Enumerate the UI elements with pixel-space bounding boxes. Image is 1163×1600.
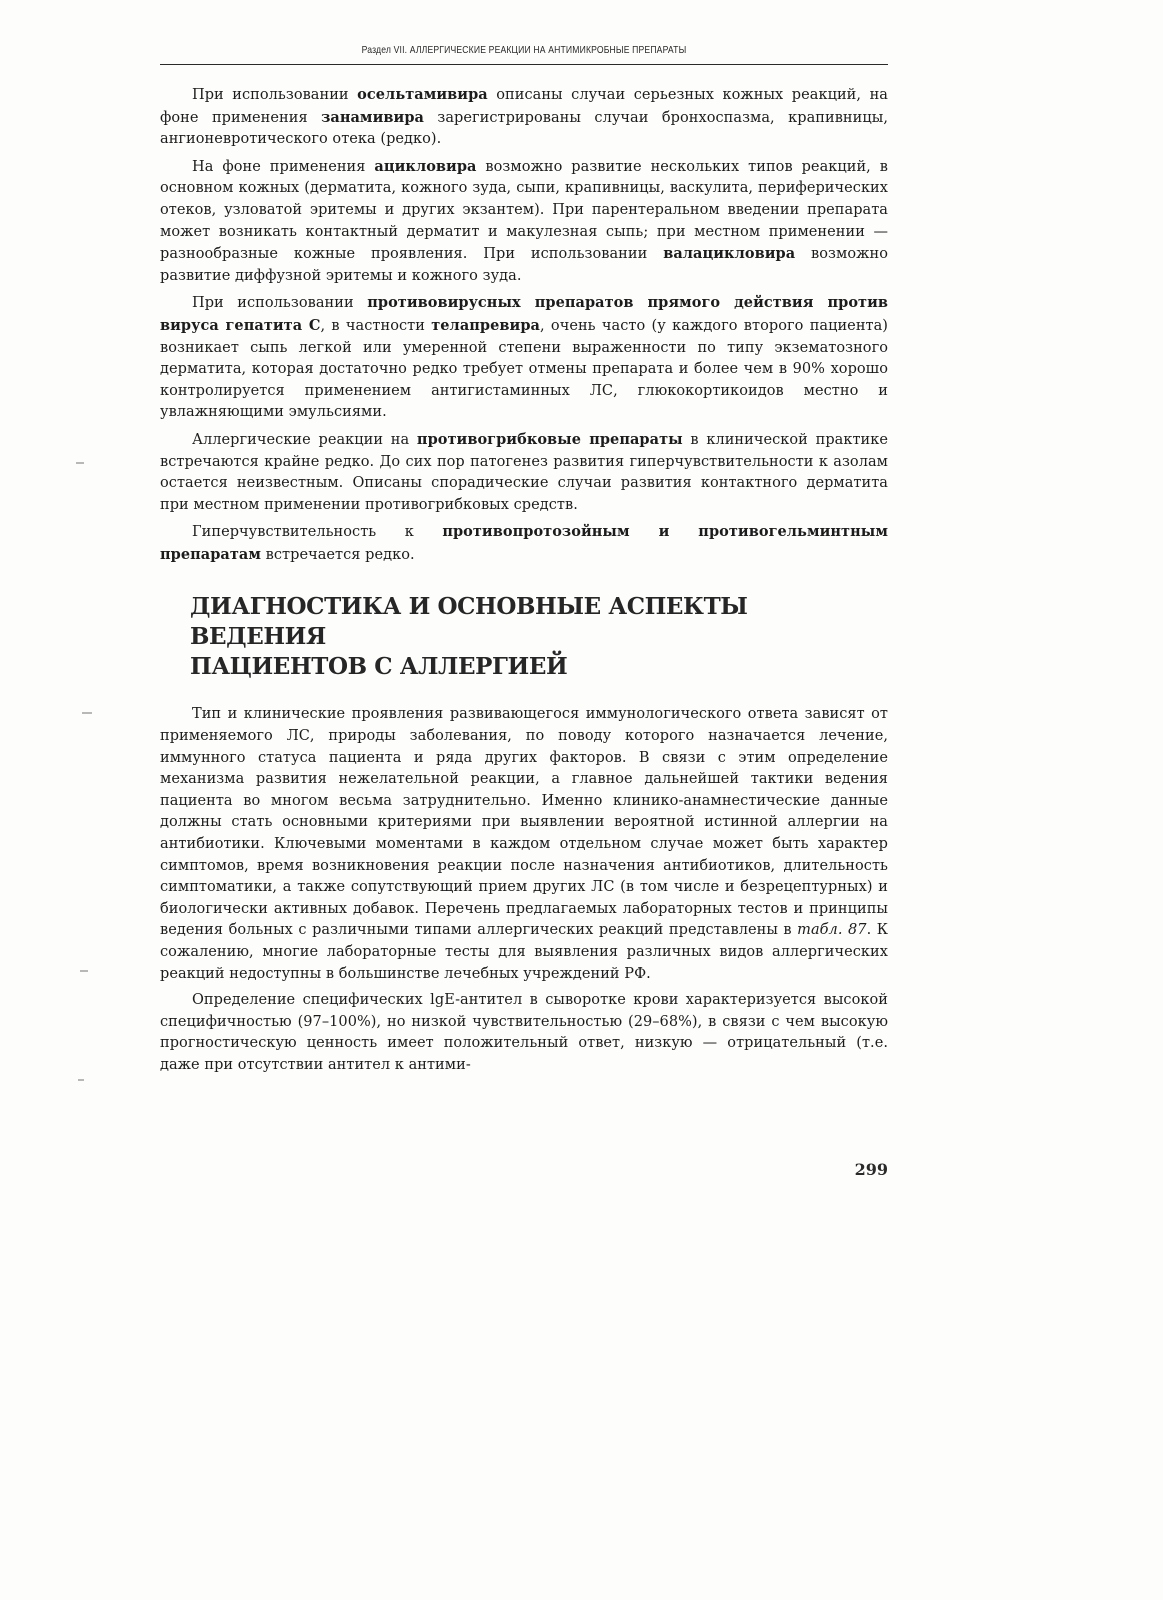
paragraph-antifungal: Аллергические реакции на противогрибковые препараты в клинической практике встречаются крайне редко. До сих пор патогенез развития гиперчувствительности к азолам остается неизвестным. Описаны спорадические случаи развития контактного дерматита при местном применении противогрибковых средств. — [160, 430, 888, 513]
paragraph-oseltamivir: При использовании осельтамивира описаны случаи серьезных кожных реакций, на фоне применения занамивира зарегистрированы случаи бронхоспазма, крапивницы, ангионевротического отека (редко). — [160, 86, 888, 148]
paragraph-ige-antibodies: Определение специфических lgE-антител в сыворотке крови характеризуется высокой специфичностью (97–100%), но низкой чувствительностью (29–68%), в связи с чем высокую прогностическую ценность имеет положительный ответ, низкую — отрицательный (т.е. даже при отсутствии антител к антими- — [160, 992, 888, 1073]
paragraph-hepatitis-c: При использовании противовирусных препаратов прямого действия против вируса гепатита С, в частности телапревира, очень часто (у каждого второго пациента) возникает сыпь легкой или умеренной степени выраженности по типу экзематозного дерматита, которая достаточно редко требует отмены препарата и более чем в 90% хорошо контролируется применением антигистаминных ЛС, глюкокортикоидов местно и увлажняющими эмульсиями. — [160, 294, 889, 421]
page-body — [160, 84, 888, 1082]
section-heading-line-2: ПАЦИЕНТОВ С АЛЛЕРГИЕЙ — [190, 653, 568, 681]
paragraph-diagnostics: Тип и клинические проявления развивающегося иммунологического ответа зависят от применяемого ЛС, природы заболевания, по поводу которого назначается лечение, иммунного статуса пациента и ряда других факторов. В связи с этим определение механизма развития нежелательной реакции, а главное дальнейшей тактики ведения пациента во многом весьма затруднительно. Именно клинико-анамнестические данные должны стать основными критериями при выявлении вероятной истинной аллергии на антибиотики. Ключевыми моментами в каждом отдельном случае может быть характер симптомов, время возникновения реакции после назначения антибиотиков, длительность симптоматики, а также сопутствующий прием других ЛС (в том числе и безрецептурных) и биологически активных добавок. Перечень предлагаемых лабораторных тестов и принципы ведения больных с различными типами аллергических реакций представлены в табл. 87. К сожалению, многие лабораторные тесты для выявления различных видов аллергических реакций недоступны в большинстве лечебных учреждений РФ. — [160, 706, 889, 982]
bold-term: противовирусных препаратов прямого действия против вируса гепатита С — [160, 294, 889, 334]
bold-term: противопротозойным и противогельминтным препаратам — [160, 523, 888, 563]
scan-artifact — [78, 1079, 84, 1081]
bold-term: валацикловира — [663, 245, 796, 263]
bold-term: противогрибковые препараты — [416, 430, 683, 448]
header-rule — [160, 64, 888, 65]
bold-term: ацикловира — [374, 157, 477, 175]
scan-artifact — [76, 462, 84, 464]
section-paragraphs — [160, 704, 888, 1076]
bold-term: осельтамивира — [357, 86, 488, 103]
running-head: Раздел VII. АЛЛЕРГИЧЕСКИЕ РЕАКЦИИ НА АНТИМИКРОБНЫЕ ПРЕПАРАТЫ — [361, 44, 687, 56]
intro-paragraphs — [160, 84, 888, 566]
page-number: 299 — [854, 1160, 888, 1179]
scan-artifact — [82, 712, 92, 714]
paragraph-acyclovir: На фоне применения ацикловира возможно развитие нескольких типов реакций, в основном кожных (дерматита, кожного зуда, сыпи, крапивницы, васкулита, периферических отеков, узловатой эритемы и других экзантем). При парентеральном введении препарата может возникать контактный дерматит и макулезная сыпь; при местном применении — разнообразные кожные проявления. При использовании валацикловира возможно развитие диффузной эритемы и кожного зуда. — [160, 157, 888, 284]
paragraph-antiprotozoal: Гиперчувствительность к противопротозойным и противогельминтным препаратам встречается редко. — [160, 523, 888, 563]
scan-artifact — [80, 970, 88, 972]
bold-term: телапревира — [431, 316, 540, 334]
section-heading-line-1: ДИАГНОСТИКА И ОСНОВНЫЕ АСПЕКТЫ ВЕДЕНИЯ — [190, 593, 748, 651]
section-heading — [190, 592, 888, 682]
table-reference: табл. 87 — [797, 922, 867, 939]
bold-term: занамивира — [321, 108, 424, 126]
